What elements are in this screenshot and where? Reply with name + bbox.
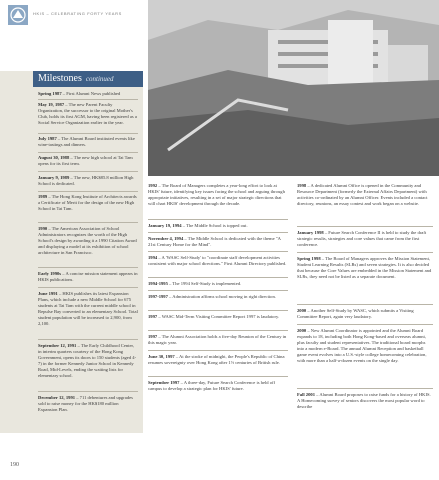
milestone-entry: May 19, 1987 – The new Parent Faculty Organization, the successor to the original Mother's Club, holds its first AGM, having been registered as a Social Service Organization earlier in the year. xyxy=(38,102,137,125)
milestone-entry: 1997 – WASC Mid-Term Visiting Committee Report 1997 is laudatory. xyxy=(148,314,280,319)
milestone-entry: Spring 1998 – The Board of Managers approves the Mission Statement, Student Learning Results (SLRs) and seven strategies. It is also decided that because the Core Values are embedded in the Mission Statement and SLRs, they need not be listed as a separate document. xyxy=(297,256,432,279)
milestone-entry: August 30, 1988 – The new high school at Tai Tam opens for its first term. xyxy=(38,155,133,166)
page-number: 190 xyxy=(10,462,19,468)
milestone-entry: 1998 – A dedicated Alumni Office is opened in the Community and Resource Department (formerly the External Affairs Department) with activities co-ordinated by an Alumni Officer. Events included a contact directory, reunions, an essay contest and work began on a website. xyxy=(297,183,428,206)
milestone-entry: 1992 – The Board of Managers completes a year-long effort to look at HKIS' future, identifying key issues facing the school and arguing through appropriate initiatives, resulting in a set of major strategic directions that will chart HKIS' development through the decade. xyxy=(148,183,285,206)
header-title: HKIS – CELEBRATING FORTY YEARS xyxy=(33,11,122,16)
hkis-logo-icon xyxy=(8,5,28,25)
milestone-entry: 1989 – The Hong Kong Institute of Architects awards a Certificate of Merit for the design of the new High School in Tai Tam. xyxy=(38,194,137,211)
milestone-entry: November 4, 1994 – The Middle School is dedicated with the theme "A 21st Century Home for the Mind". xyxy=(148,236,281,247)
milestone-entry: January 19, 1994 – The Middle School is topped out. xyxy=(148,223,248,228)
section-title: Milestones continued xyxy=(38,73,114,84)
milestone-entry: 2000 – Another Self-Study by WASC, which submits a Visiting Committee Report, again very laudatory. xyxy=(297,308,414,319)
milestone-entry: Spring 1987 – First Alumni News published xyxy=(38,91,121,96)
milestone-entry: 1994 – A 'WASC Self-Study' to "coordinate staff development activities consistent with major school directions." First Alumni Directory published. xyxy=(148,255,287,266)
milestone-entry: July 1987 – The Alumni Board instituted events like wine-tastings and dinners. xyxy=(38,136,135,147)
milestone-entry: June 1991 – HKIS publishes its latest Expansion Plans, which include a new Middle School for 675 students at Tai Tam with the current middle school in Repulse Bay converted to an elementary School. Total student population will be increased to 2,900, from 2,100. xyxy=(38,291,138,326)
milestone-entry: December 12, 1991 – 711 debentures and upgrades sold to raise money for the HK$180 million Expansion Plan. xyxy=(38,395,133,412)
milestone-entry: September 12, 1991 – The Early Childhood Center, in interim quarters courtesy of the Hong Kong Government, opens its doors to 150 students (aged 4-7) in the former Kennedy Junior School in Kennedy Road, Mid-Levels, ending the waiting lists for elementary school. xyxy=(38,343,137,378)
campus-photo xyxy=(148,0,439,176)
milestone-entry: Fall 2001 – Alumni Board proposes to raise funds for a history of HKIS. A Homecoming survey of seniors discovers the most popular word to describe xyxy=(297,392,431,409)
milestone-entry: September 1997 – A three-day, Future Search Conference is held off campus to develop a strategic plan for HKIS' future. xyxy=(148,380,275,391)
milestone-entry: 2000 – New Alumni Coordinator is appointed and the Alumni Board expands to 18, including both Hong Kong-based and overseas alumni, plus faculty and student representatives. The traditional board morphs into a modern e-Board. The annual Alumni Reception and basketball game event evolves into a U.S.-style college homecoming celebration, with more than a half-a-dozen events on the single day. xyxy=(297,328,427,363)
milestone-entry: 1994-1995 – The 1994 Self-Study is implemented. xyxy=(148,281,242,286)
milestone-entry: Early 1990s – A concise mission statement appears in HKIS publications. xyxy=(38,271,138,282)
milestone-entry: 1997-1997 – Administration affirms school moving in right direction. xyxy=(148,294,276,299)
milestone-entry: January 9, 1989 – The new, HK$85.8 million High School is dedicated. xyxy=(38,175,134,186)
milestone-entry: 1997 – The Alumni Association holds a five-day Reunion of the Century in this magic year. xyxy=(148,334,287,345)
milestone-entry: January 1998 – Future Search Conference II is held to study the draft strategic results, strategies and core values that came from the first conference. xyxy=(297,230,427,247)
milestone-entry: June 30, 1997 – At the stroke of midnight, the People's Republic of China resumes sovereignty over Hong Kong after 1½ centuries of British rule. xyxy=(148,354,285,365)
milestone-entry: 1990 – The American Association of School Administrators recognizes the worth of the High School's design by awarding it a 1990 Citation Award and displaying a model at its exhibition of school architecture in San Francisco. xyxy=(38,226,137,255)
